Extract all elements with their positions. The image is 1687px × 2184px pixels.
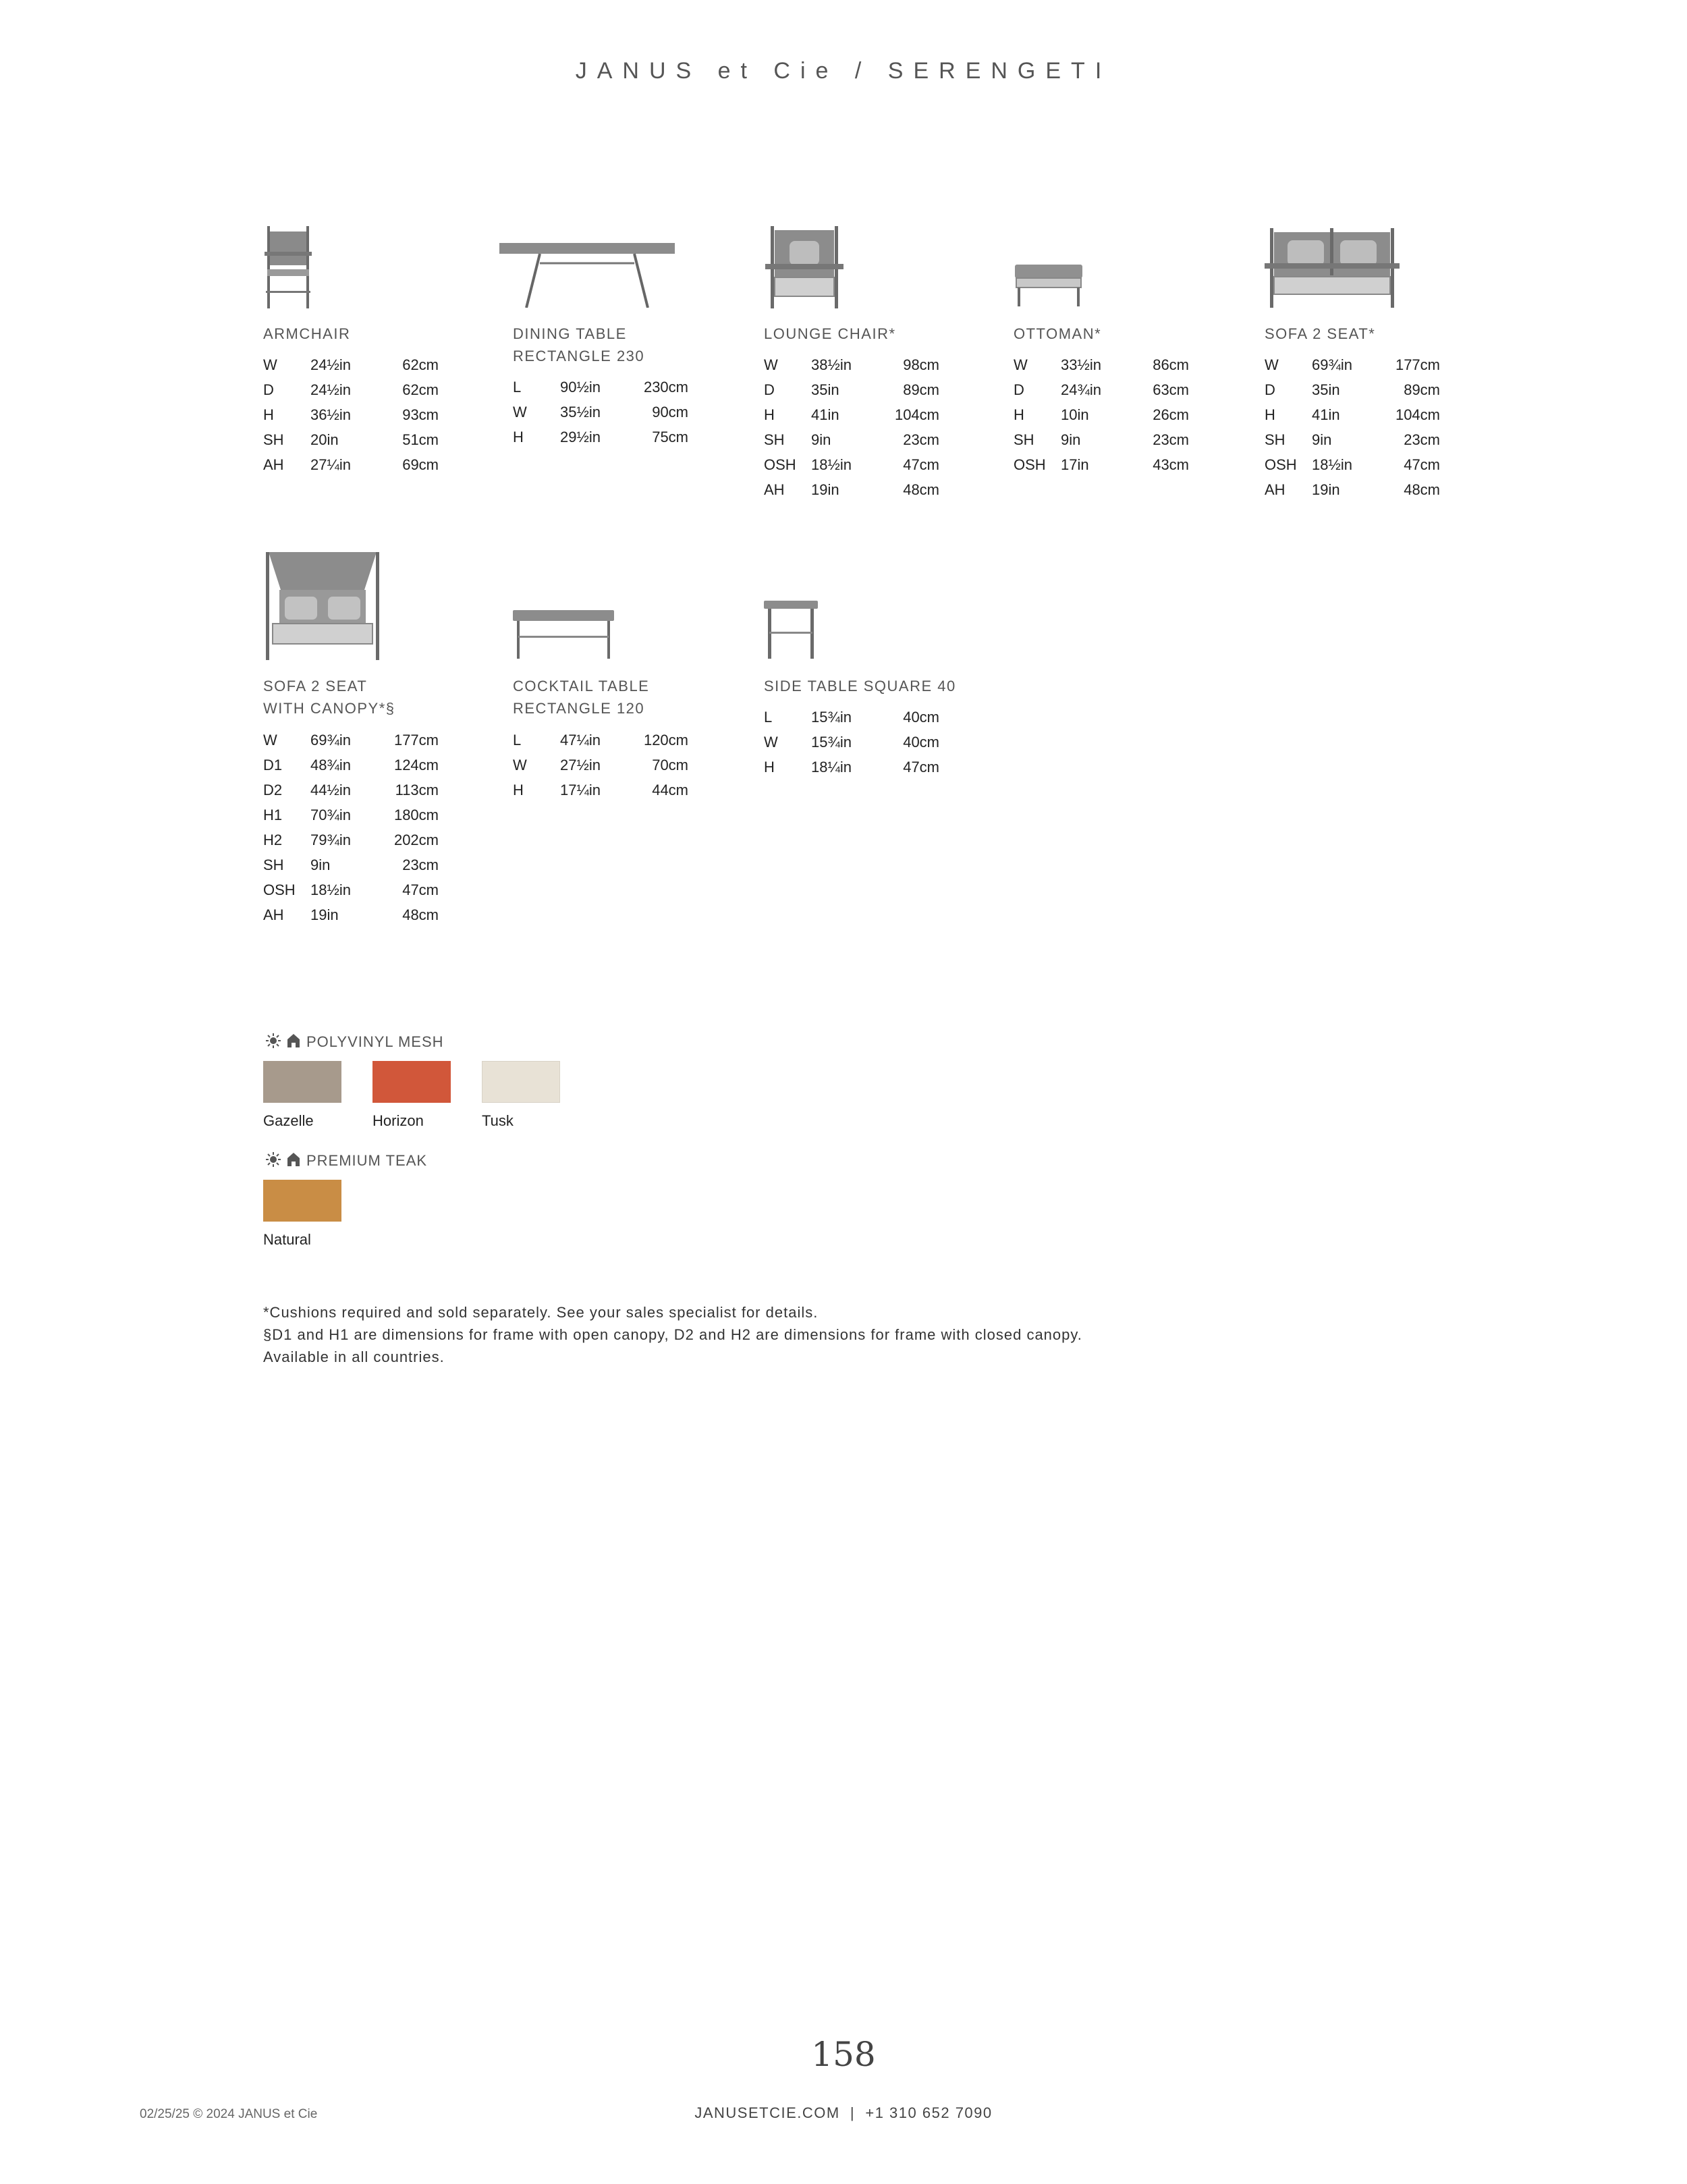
footnotes [263,1301,1082,1368]
dim-cm: 177cm [1395,356,1440,373]
material-title-text: POLYVINYL MESH [306,1033,444,1050]
home-icon [286,1151,301,1168]
dim-inches: 15¾in [811,734,852,750]
dim-label: W [263,732,277,748]
dim-cm: 89cm [903,381,939,398]
dim-inches: 35½in [560,404,601,420]
dim-row [263,377,439,402]
dim-inches: 9in [1061,431,1081,448]
note-cushions: *Cushions required and sold separately. See your sales specialist for details. [263,1304,819,1321]
dim-inches: 15¾in [811,709,852,726]
dim-row [513,728,688,753]
dim-label: D [1265,381,1275,398]
dimension-table [1265,352,1440,502]
dim-inches: 24½in [310,381,351,398]
dim-label: H [1014,406,1024,423]
dim-cm: 113cm [395,782,439,798]
product-name: DINING TABLE RECTANGLE 230 [513,325,645,364]
dim-cm: 44cm [652,782,688,798]
dim-row [263,352,439,377]
dim-cm: 26cm [1153,406,1189,423]
dim-cm: 43cm [1153,456,1189,473]
dim-label: W [263,356,277,373]
dim-cm: 124cm [393,757,439,773]
dim-cm: 48cm [402,906,439,923]
dim-label: D1 [263,757,283,773]
dimension-table [513,375,688,449]
dim-label: OSH [1265,456,1297,473]
dim-cm: 93cm [402,406,439,423]
dim-row [1014,402,1189,427]
dim-cm: 86cm [1153,356,1189,373]
dim-label: AH [1265,481,1285,498]
dim-row [263,728,439,753]
dim-cm: 47cm [1404,456,1440,473]
dim-row [263,827,439,852]
dim-row [1265,477,1440,502]
dim-row [1014,427,1189,452]
dim-inches: 9in [310,856,331,873]
dim-row [764,730,939,755]
dim-label: H [764,406,775,423]
dim-inches: 41in [811,406,839,423]
dim-row [1265,452,1440,477]
dim-row [764,477,939,502]
dim-label: AH [263,456,284,473]
dim-label: SH [1014,431,1034,448]
dim-inches: 9in [811,431,831,448]
note-availability: Available in all countries. [263,1348,445,1365]
footer-date-copyright: 02/25/25 © 2024 JANUS et Cie [140,2107,318,2121]
dim-row [263,753,439,777]
dimension-table [1014,352,1189,477]
dim-row [1265,377,1440,402]
dim-label: SH [263,856,284,873]
dim-row [513,777,688,802]
dim-label: H [513,782,524,798]
dim-label: H [263,406,274,423]
dim-inches: 69¾in [310,732,351,748]
dim-label: OSH [764,456,796,473]
dim-row [513,753,688,777]
swatch-tusk [482,1061,560,1103]
dim-inches: 20in [310,431,339,448]
side-table-illustration [764,601,818,659]
dim-inches: 17in [1061,456,1089,473]
sun-icon [263,1033,283,1049]
dim-cm: 104cm [894,406,939,423]
dim-cm: 89cm [1404,381,1440,398]
dim-cm: 40cm [903,709,939,726]
product-name: OTTOMAN* [1014,325,1102,342]
dim-label: D [263,381,274,398]
footer-contact: JANUSETCIE.COM | +1 310 652 7090 [694,2104,993,2121]
dim-label: H [1265,406,1275,423]
home-icon [286,1033,301,1049]
sun-icon [263,1151,283,1168]
dim-label: AH [764,481,785,498]
dim-cm: 62cm [402,381,439,398]
dim-label: W [764,734,778,750]
dim-cm: 40cm [903,734,939,750]
dim-inches: 18¼in [811,759,852,775]
dim-inches: 24¾in [1061,381,1101,398]
dim-row [263,777,439,802]
dim-row [1265,352,1440,377]
dim-row [764,402,939,427]
dim-cm: 120cm [643,732,688,748]
dim-cm: 90cm [652,404,688,420]
dimension-table [513,728,688,802]
dim-row [263,427,439,452]
dim-inches: 10in [1061,406,1089,423]
dim-inches: 35in [811,381,839,398]
dim-row [1014,452,1189,477]
dim-row [263,877,439,902]
dining-table-illustration [499,243,675,308]
dim-inches: 19in [811,481,839,498]
dim-label: SH [1265,431,1285,448]
dim-cm: 98cm [903,356,939,373]
dim-cm: 48cm [903,481,939,498]
dimension-table [263,352,439,477]
dim-row [263,452,439,477]
dim-label: W [513,404,527,420]
dim-label: D2 [263,782,283,798]
dim-inches: 18½in [811,456,852,473]
dim-label: H1 [263,807,283,823]
dim-inches: 18½in [1312,456,1352,473]
swatch-label: Tusk [482,1112,514,1129]
dim-row [513,425,688,449]
dim-inches: 70¾in [310,807,351,823]
dim-cm: 104cm [1395,406,1440,423]
dim-row [513,375,688,400]
dim-label: D [764,381,775,398]
dim-row [263,402,439,427]
sofa-illustration [1265,228,1400,308]
dim-cm: 47cm [903,759,939,775]
product-name: LOUNGE CHAIR* [764,325,896,342]
dim-inches: 41in [1312,406,1340,423]
swatch-label: Gazelle [263,1112,314,1129]
dim-cm: 177cm [393,732,439,748]
dim-inches: 35in [1312,381,1340,398]
swatch-horizon [372,1061,451,1103]
product-name: COCKTAIL TABLE RECTANGLE 120 [513,678,650,717]
dim-cm: 48cm [1404,481,1440,498]
product-name: SIDE TABLE SQUARE 40 [764,678,956,694]
lounge-chair-illustration [765,226,844,308]
dim-inches: 90½in [560,379,601,395]
dim-row [1265,427,1440,452]
dim-label: L [513,379,522,395]
dim-inches: 19in [1312,481,1340,498]
page-header: JANUS et Cie / SERENGETI [575,58,1112,84]
dim-cm: 51cm [402,431,439,448]
dim-cm: 180cm [393,807,439,823]
dim-inches: 18½in [310,881,351,898]
ottoman-illustration [1014,265,1084,306]
dimension-table [263,728,439,927]
dim-inches: 27¼in [310,456,351,473]
dim-inches: 38½in [811,356,852,373]
dim-label: W [764,356,778,373]
dim-cm: 202cm [393,831,439,848]
dim-row [1265,402,1440,427]
dim-label: D [1014,381,1024,398]
dim-cm: 62cm [402,356,439,373]
dim-inches: 9in [1312,431,1332,448]
dim-row [764,755,939,780]
dim-inches: 79¾in [310,831,351,848]
dim-label: H [764,759,775,775]
dim-cm: 75cm [652,429,688,445]
material-title-teak [263,1151,427,1170]
dim-cm: 23cm [402,856,439,873]
dim-label: AH [263,906,284,923]
material-title-polyvinyl [263,1033,444,1051]
dim-row [1014,352,1189,377]
dim-row [764,427,939,452]
swatch-natural [263,1180,341,1222]
dim-label: H [513,429,524,445]
dim-row [764,705,939,730]
dim-row [263,802,439,827]
dim-label: H2 [263,831,283,848]
dim-inches: 19in [310,906,339,923]
cocktail-table-illustration [513,610,614,659]
product-name: ARMCHAIR [263,325,351,342]
dim-row [764,352,939,377]
dim-row [1014,377,1189,402]
dim-row [764,452,939,477]
product-name: SOFA 2 SEAT WITH CANOPY*§ [263,678,395,717]
sofa-canopy-illustration [263,552,382,660]
dim-cm: 23cm [1153,431,1189,448]
dim-label: W [1265,356,1279,373]
dim-inches: 36½in [310,406,351,423]
swatch-label: Horizon [372,1112,424,1129]
note-canopy: §D1 and H1 are dimensions for frame with open canopy, D2 and H2 are dimensions for frame with closed canopy. [263,1326,1082,1343]
dim-cm: 47cm [402,881,439,898]
dimension-table [764,352,939,502]
dim-cm: 47cm [903,456,939,473]
dim-inches: 27½in [560,757,601,773]
material-title-text: PREMIUM TEAK [306,1152,428,1169]
dim-inches: 33½in [1061,356,1101,373]
dim-label: W [1014,356,1028,373]
dim-inches: 69¾in [1312,356,1352,373]
dimension-table [764,705,939,780]
dim-inches: 29½in [560,429,601,445]
dim-label: L [513,732,522,748]
dim-inches: 24½in [310,356,351,373]
dim-cm: 23cm [1404,431,1440,448]
armchair-illustration [265,226,312,308]
dim-label: OSH [263,881,296,898]
dim-row [263,852,439,877]
dim-inches: 48¾in [310,757,351,773]
dim-cm: 23cm [903,431,939,448]
dim-label: W [513,757,527,773]
dim-row [764,377,939,402]
swatch-label: Natural [263,1231,311,1248]
dim-label: SH [764,431,785,448]
swatch-gazelle [263,1061,341,1103]
dim-cm: 63cm [1153,381,1189,398]
page-number: 158 [811,2035,876,2074]
dim-cm: 69cm [402,456,439,473]
product-name: SOFA 2 SEAT* [1265,325,1376,342]
dim-inches: 17¼in [560,782,601,798]
dim-label: L [764,709,773,726]
dim-cm: 230cm [643,379,688,395]
dim-cm: 70cm [652,757,688,773]
dim-label: SH [263,431,284,448]
dim-inches: 47¼in [560,732,601,748]
dim-row [513,400,688,425]
dim-inches: 44½in [310,782,351,798]
dim-row [263,902,439,927]
dim-label: OSH [1014,456,1046,473]
